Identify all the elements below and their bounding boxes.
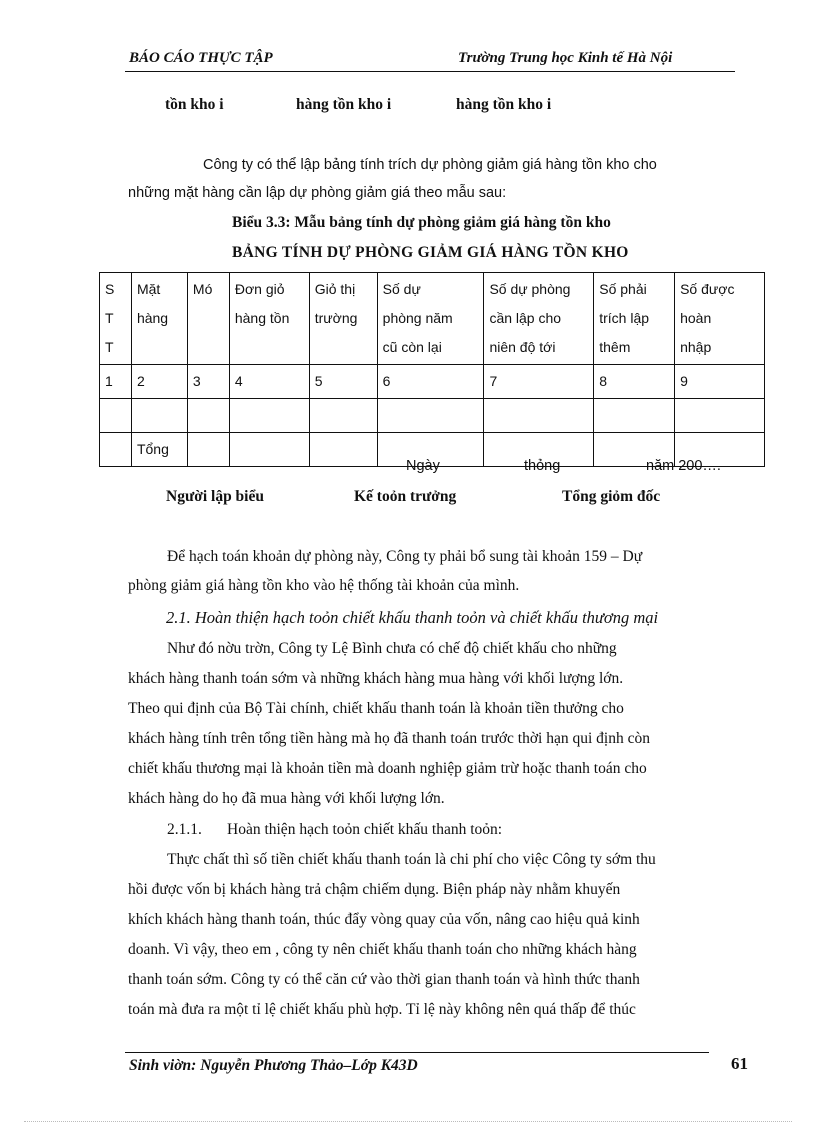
table-title: BẢNG TÍNH DỰ PHÒNG GIẢM GIÁ HÀNG TỒN KHO xyxy=(232,244,629,261)
table-index-row xyxy=(100,365,765,399)
signature-preparer: Người lập biểu xyxy=(166,488,264,505)
para3-line-6: toán mà đưa ra một tỉ lệ chiết khấu phù hợp. Tỉ lệ này không nên quá thấp để thúc xyxy=(128,1001,636,1018)
table-cell xyxy=(187,433,229,467)
table-cell: 6 xyxy=(377,365,484,399)
header-cell: S T T xyxy=(100,273,132,365)
header-cell: Mặt hàng xyxy=(131,273,187,365)
header-cell: Số được hoàn nhập xyxy=(675,273,765,365)
table-cell: 2 xyxy=(131,365,187,399)
para3-line-1: Thực chất thì số tiền chiết khấu thanh toán là chi phí cho việc Công ty sớm thu xyxy=(167,851,656,868)
table-cell xyxy=(484,399,594,433)
table-cell: 3 xyxy=(187,365,229,399)
header-cell: Đơn giỏ hàng tồn xyxy=(229,273,309,365)
para2-line-4: khách hàng tính trên tổng tiền hàng mà họ đã thanh toán trước thời hạn qui định còn xyxy=(128,730,650,747)
header-right: Trường Trung học Kinh tế Hà Nội xyxy=(458,50,673,66)
table-cell: 9 xyxy=(675,365,765,399)
top-label-2: hàng tồn kho i xyxy=(296,96,392,113)
top-label-3: hàng tồn kho i xyxy=(456,96,552,113)
para3-line-5: thanh toán sớm. Công ty có thể căn cứ vào thời gian thanh toán và hình thức thanh xyxy=(128,971,640,988)
header-rule xyxy=(125,71,735,72)
table-cell xyxy=(377,399,484,433)
para2-line-5: chiết khấu thương mại là khoản tiền mà doanh nghiệp giảm trừ hoặc thanh toán cho xyxy=(128,760,647,777)
footer-rule xyxy=(125,1052,709,1053)
date-month: thỏng xyxy=(524,458,561,474)
footer-author: Sinh viờn: Nguyễn Phương Thảo–Lớp K43D xyxy=(129,1057,418,1074)
top-label-1: tồn kho i xyxy=(165,96,224,113)
intro-line-1: Công ty có thể lập bảng tính trích dự phòng giảm giá hàng tồn kho cho xyxy=(203,157,657,173)
date-year: năm 200…. xyxy=(646,458,721,474)
table-cell: 1 xyxy=(100,365,132,399)
table-cell xyxy=(229,399,309,433)
table-cell xyxy=(187,399,229,433)
signature-chief-accountant: Kế toỏn trưởng xyxy=(354,488,457,505)
para2-line-3: Theo qui định của Bộ Tài chính, chiết khấu thanh toán là khoản tiền thưởng cho xyxy=(128,700,624,717)
page-bottom-divider xyxy=(24,1121,792,1122)
para3-line-2: hồi được vốn bị khách hàng trả chậm chiếm dụng. Biện pháp này nhằm khuyến xyxy=(128,881,621,898)
header-left: BÁO CÁO THỰC TẬP xyxy=(129,50,273,66)
page-number: 61 xyxy=(731,1054,748,1073)
total-label: Tổng xyxy=(131,433,187,467)
section-heading: 2.1. Hoàn thiện hạch toỏn chiết khấu thanh toỏn và chiết khấu thương mại xyxy=(166,608,659,627)
signature-director: Tổng giỏm đốc xyxy=(562,488,661,505)
header-cell: Mó xyxy=(187,273,229,365)
para2-line-6: khách hàng do họ đã mua hàng với khối lượng lớn. xyxy=(128,790,445,807)
table-cell: 8 xyxy=(594,365,675,399)
para2-line-2: khách hàng thanh toán sớm và những khách hàng mua hàng với khối lượng lớn. xyxy=(128,670,624,687)
para3-line-3: khích khách hàng thanh toán, thúc đẩy vòng quay của vốn, nâng cao hiệu quả kinh xyxy=(128,911,640,928)
para1-line-1: Để hạch toán khoản dự phòng này, Công ty phải bổ sung tài khoản 159 – Dự xyxy=(167,548,643,565)
para2-line-1: Như đó nờu trờn, Công ty Lệ Bình chưa có chế độ chiết khấu cho những xyxy=(167,640,617,657)
table-header-row xyxy=(100,273,765,365)
table-cell: 4 xyxy=(229,365,309,399)
table-cell xyxy=(100,399,132,433)
table-caption: Biểu 3.3: Mẫu bảng tính dự phòng giảm giá hàng tồn kho xyxy=(232,214,611,231)
date-day: Ngày xyxy=(406,458,440,474)
table-cell xyxy=(675,399,765,433)
subsection-number: 2.1.1. xyxy=(167,821,202,838)
table-cell: 5 xyxy=(309,365,377,399)
table-cell xyxy=(100,433,132,467)
header-cell: Số phải trích lập thêm xyxy=(594,273,675,365)
provision-table xyxy=(99,272,765,467)
para1-line-2: phòng giảm giá hàng tồn kho vào hệ thống tài khoản của mình. xyxy=(128,577,520,594)
header-cell: Giỏ thị trường xyxy=(309,273,377,365)
table-cell xyxy=(131,399,187,433)
intro-line-2: những mặt hàng cần lập dự phòng giảm giá theo mẫu sau: xyxy=(128,185,507,201)
header-cell: Số dự phòng cần lập cho niên độ tới xyxy=(484,273,594,365)
table-cell xyxy=(594,399,675,433)
table-empty-row xyxy=(100,399,765,433)
table-cell xyxy=(309,399,377,433)
table-cell xyxy=(309,433,377,467)
table-cell xyxy=(229,433,309,467)
para3-line-4: doanh. Vì vậy, theo em , công ty nên chiết khấu thanh toán cho những khách hàng xyxy=(128,941,637,958)
table-cell: 7 xyxy=(484,365,594,399)
subsection-title: Hoàn thiện hạch toỏn chiết khấu thanh toỏn: xyxy=(227,821,503,838)
header-cell: Số dự phòng năm cũ còn lại xyxy=(377,273,484,365)
